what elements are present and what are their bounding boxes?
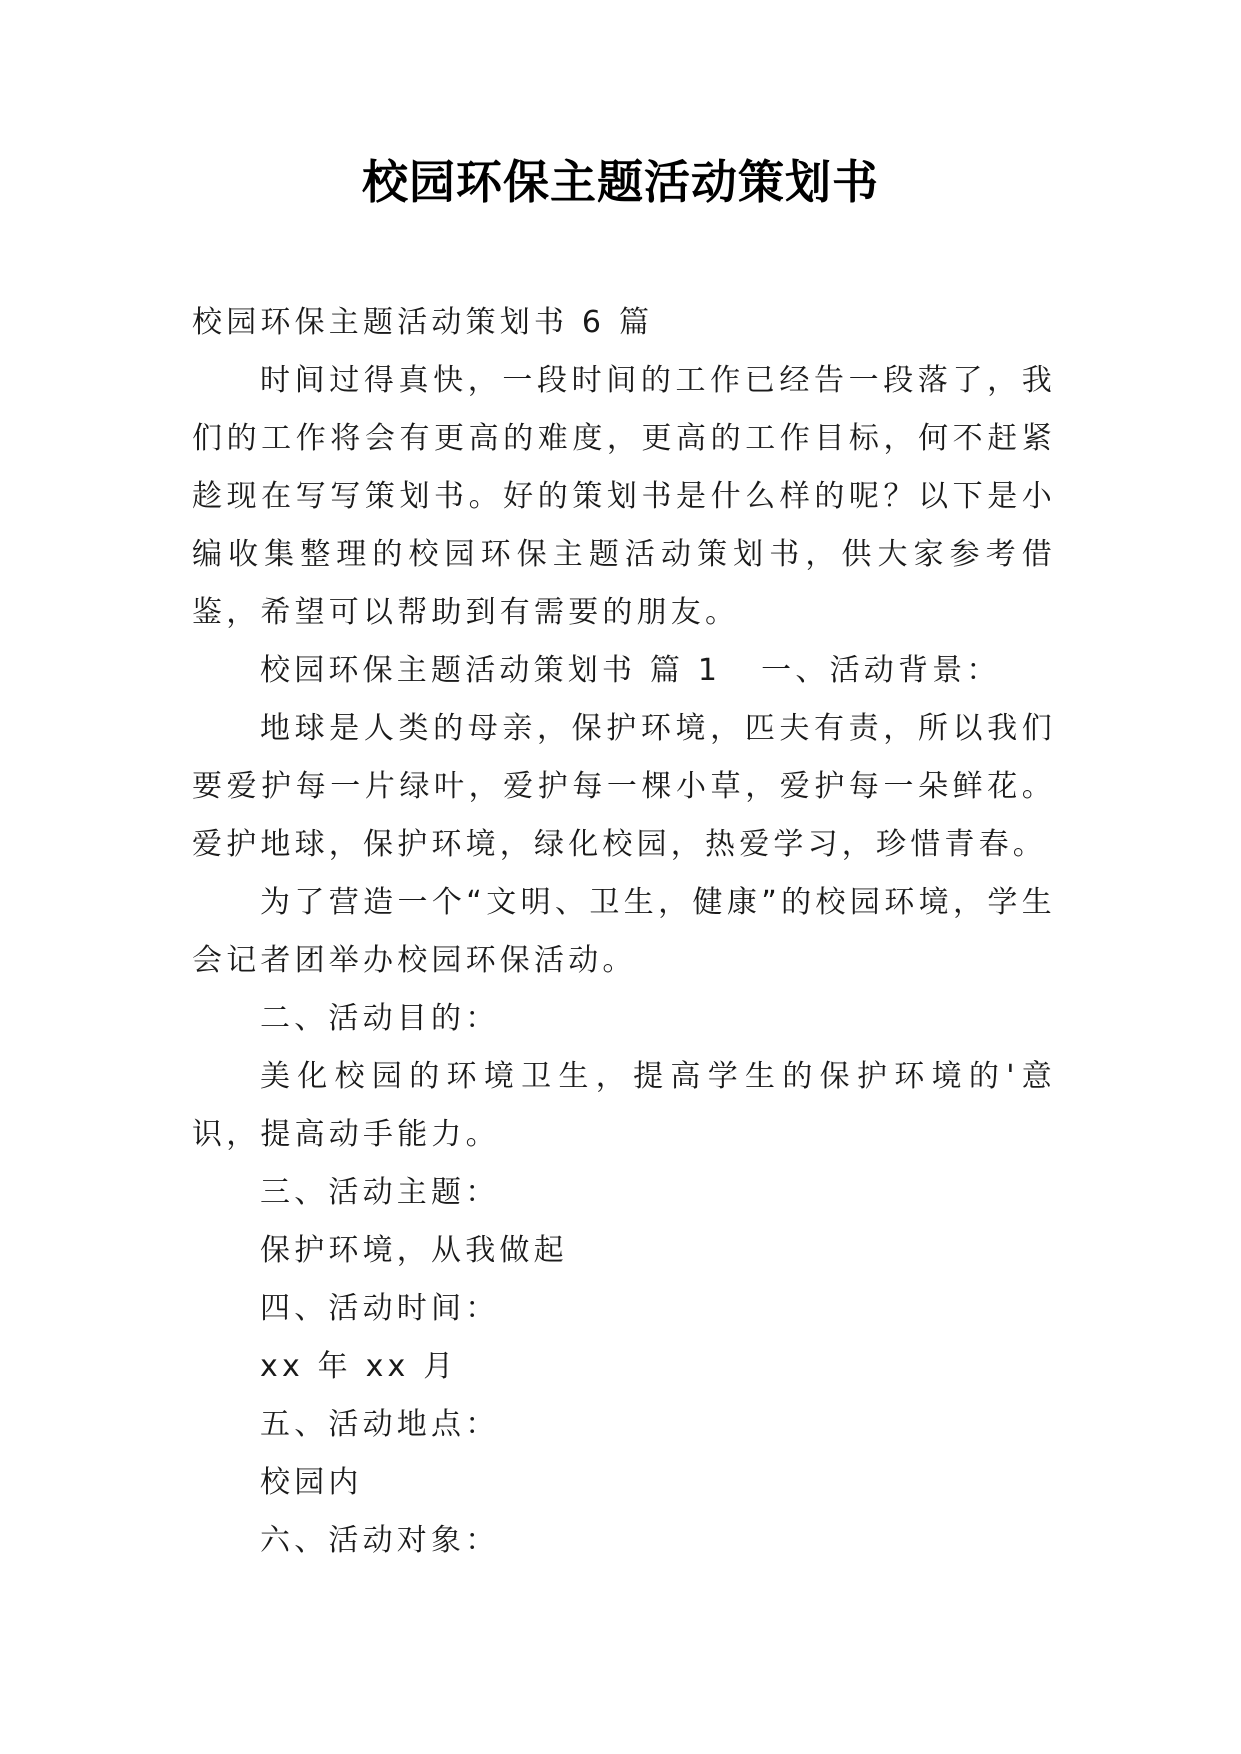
- section1-paragraph-2: 为了营造一个“文明、卫生，健康”的校园环境，学生会记者团举办校园环保活动。: [192, 885, 1056, 978]
- section1-heading: 一、活动背景：: [761, 653, 1001, 688]
- section2-heading: 二、活动目的：: [260, 1001, 500, 1036]
- section3-paragraph: 保护环境，从我做起: [260, 1233, 568, 1268]
- section5-heading: 五、活动地点：: [260, 1407, 500, 1442]
- section2-paragraph: 美化校园的环境卫生，提高学生的保护环境的'意识，提高动手能力。: [192, 1059, 1056, 1152]
- document-body: [192, 294, 1056, 1570]
- document-title: 校园环保主题活动策划书: [362, 155, 879, 209]
- section6-heading: 六、活动对象：: [260, 1523, 500, 1558]
- section4-heading: 四、活动时间：: [260, 1291, 500, 1326]
- section3-heading: 三、活动主题：: [260, 1175, 500, 1210]
- document-subtitle: 校园环保主题活动策划书 6 篇: [192, 305, 654, 340]
- part1-heading: 校园环保主题活动策划书 篇 1: [260, 653, 722, 688]
- section4-paragraph: xx 年 xx 月: [260, 1349, 458, 1384]
- section1-paragraph-1: 地球是人类的母亲，保护环境，匹夫有责，所以我们要爱护每一片绿叶，爱护每一棵小草，爱护每一朵鲜花。爱护地球，保护环境，绿化校园，热爱学习，珍惜青春。: [192, 711, 1056, 862]
- section5-paragraph: 校园内: [260, 1465, 363, 1500]
- intro-paragraph: 时间过得真快，一段时间的工作已经告一段落了，我们的工作将会有更高的难度，更高的工作目标，何不赶紧趁现在写写策划书。好的策划书是什么样的呢？以下是小编收集整理的校园环保主题活动策划书，供大家参考借鉴，希望可以帮助到有需要的朋友。: [192, 363, 1056, 630]
- part1-heading-line: [192, 642, 1056, 700]
